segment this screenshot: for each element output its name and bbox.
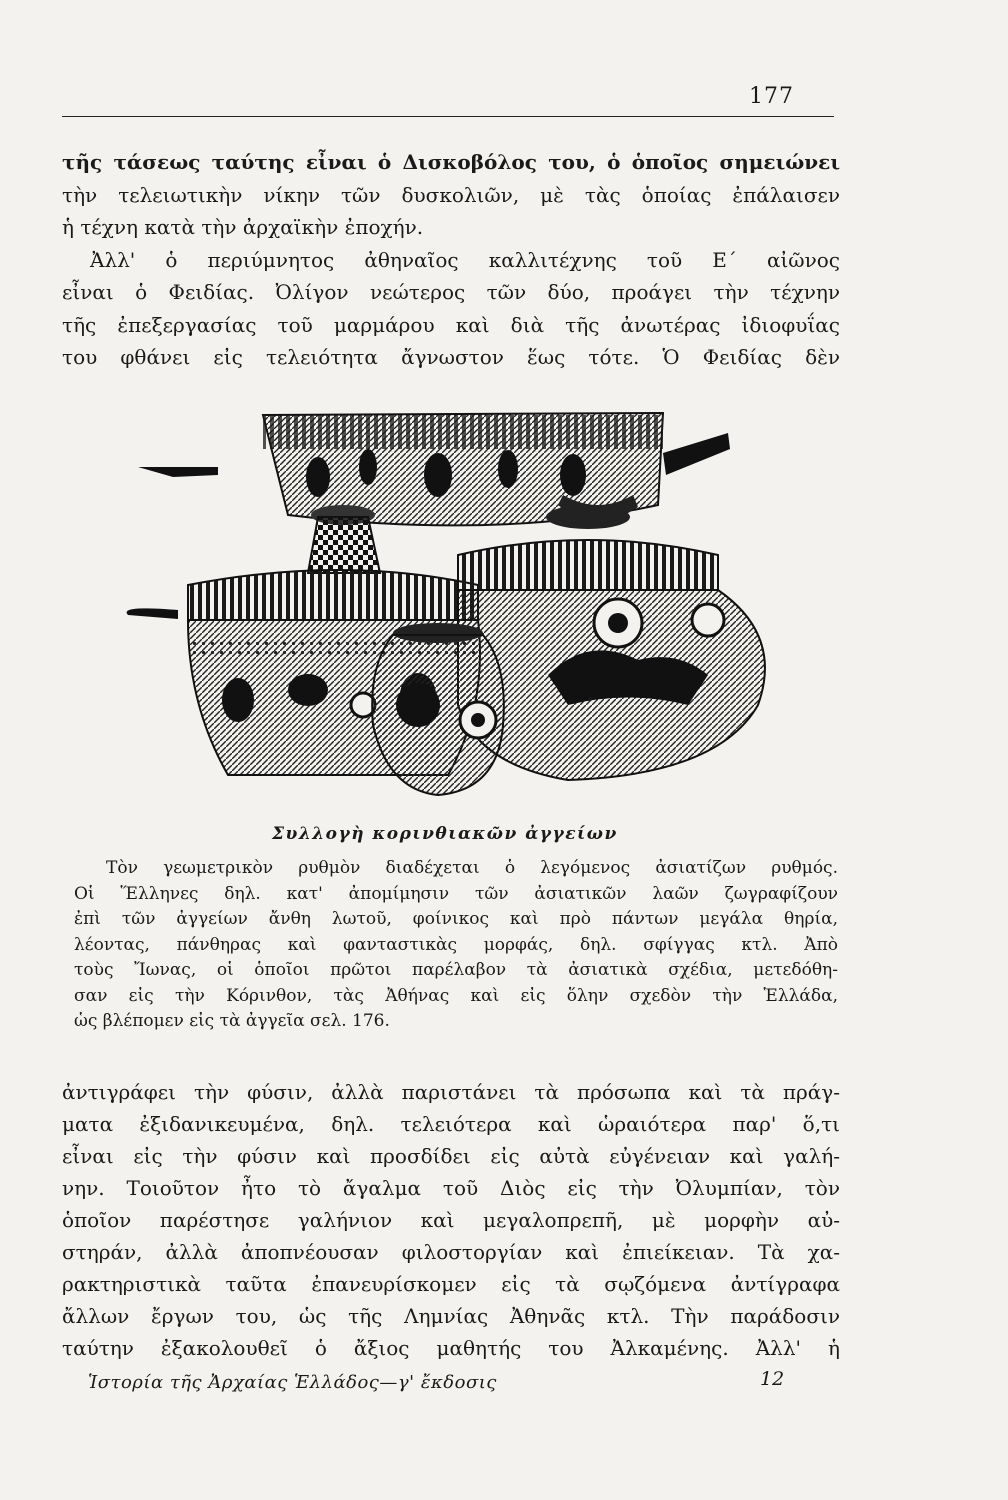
paragraph-phidias-continued	[62, 1076, 840, 1364]
text-line: ταύτην ἐξακολουθεῖ ὁ ἄξιος μαθητής του Ἀλκαμένης. Ἀλλ' ἡ	[62, 1336, 840, 1360]
text-line: Οἱ Ἕλληνες δηλ. κατ' ἀπομίμησιν τῶν ἀσιατικῶν λαῶν ζωγραφίζουν	[74, 883, 838, 904]
text-line: ἄλλων ἔργων του, ὡς τῆς Λημνίας Ἀθηνᾶς κτλ. Τὴν παράδοσιν	[62, 1304, 840, 1328]
text-line: του φθάνει εἰς τελειότητα ἄγνωστον ἕως τότε. Ὁ Φειδίας δὲν	[62, 345, 840, 369]
page-number: 177	[749, 84, 794, 109]
corinthian-vases-illustration	[118, 405, 778, 805]
text-line: τοὺς Ἴωνας, οἱ ὁποῖοι πρῶτοι παρέλαβον τὰ ἀσιατικὰ σχέδια, μετεδόθη-	[74, 960, 838, 980]
text-line: Τὸν γεωμετρικὸν ρυθμὸν διαδέχεται ὁ λεγόμενος ἀσιατίζων ρυθμός.	[106, 858, 838, 878]
text-line: ὁποῖον παρέστησε γαλήνιον καὶ μεγαλοπρεπῆ, μὲ μορφὴν αὐ-	[62, 1208, 840, 1232]
paragraph-phidias-intro	[62, 146, 840, 374]
footer-book-title: Ἱστορία τῆς Ἀρχαίας Ἑλλάδος—γ' ἔκδοσις	[88, 1372, 497, 1393]
text-line: ματα ἐξιδανικευμένα, δηλ. τελειότερα καὶ ὡραιότερα παρ' ὅ,τι	[62, 1112, 840, 1136]
figure-caption: Συλλογὴ κορινθιακῶν ἀγγείων	[272, 824, 618, 844]
text-line: εἶναι εἰς τὴν φύσιν καὶ προσδίδει εἰς αὐτὰ εὐγένειαν καὶ γαλή-	[62, 1144, 840, 1168]
text-line: τῆς ἐπεξεργασίας τοῦ μαρμάρου καὶ διὰ τῆς ἀνωτέρας ἰδιοφυΐας	[62, 312, 840, 337]
text-line: ρακτηριστικὰ ταῦτα ἐπανευρίσκομεν εἰς τὰ σῳζόμενα ἀντίγραφα	[62, 1272, 840, 1296]
text-line: τὴν τελειωτικὴν νίκην τῶν δυσκολιῶν, μὲ τὰς ὁποίας ἐπάλαισεν	[62, 182, 840, 207]
paragraph-asiatic-style	[74, 856, 838, 1035]
text-line: ἡ τέχνη κατὰ τὴν ἀρχαϊκὴν ἐποχήν.	[62, 215, 424, 239]
aryballos-front	[372, 623, 504, 795]
text-line: σαν εἰς τὴν Κόρινθον, τὰς Ἀθήνας καὶ εἰς ὅλην σχεδὸν τὴν Ἑλλάδα,	[74, 985, 838, 1006]
kylix-vase	[138, 413, 730, 525]
footer-signature: 12	[760, 1368, 785, 1390]
text-line: ἐπὶ τῶν ἀγγείων ἄνθη λωτοῦ, φοίνικος καὶ πρὸ πάντων μεγάλα θηρία,	[74, 909, 838, 929]
text-line: ἀντιγράφει τὴν φύσιν, ἀλλὰ παριστάνει τὰ πρόσωπα καὶ τὰ πράγ-	[62, 1080, 840, 1104]
text-line: Ἀλλ' ὁ περιύμνητος ἀθηναῖος καλλιτέχνης τοῦ Ε΄ αἰῶνος	[90, 247, 840, 272]
text-line: λέοντας, πάνθηρας καὶ φανταστικὰς μορφάς, δηλ. σφίγγας κτλ. Ἀπὸ	[74, 934, 838, 955]
text-line: εἶναι ὁ Φειδίας. Ὀλίγον νεώτερος τῶν δύο, προάγει τὴν τέχνην	[62, 280, 840, 304]
header-rule	[62, 116, 834, 117]
text-line: ὡς βλέπομεν εἰς τὰ ἀγγεῖα σελ. 176.	[74, 1011, 390, 1031]
text-line: τῆς τάσεως ταύτης εἶναι ὁ Δισκοβόλος του, ὁ ὁποῖος σημειώνει	[62, 150, 840, 174]
round-pot-right	[458, 505, 765, 780]
text-line: στηράν, ἀλλὰ ἀποπνέουσαν φιλοστοργίαν καὶ ἐπιείκειαν. Τὰ χα-	[62, 1240, 840, 1264]
vases-engraving	[118, 405, 778, 805]
text-line: νην. Τοιοῦτον ἦτο τὸ ἄγαλμα τοῦ Διὸς εἰς τὴν Ὀλυμπίαν, τὸν	[62, 1176, 840, 1200]
